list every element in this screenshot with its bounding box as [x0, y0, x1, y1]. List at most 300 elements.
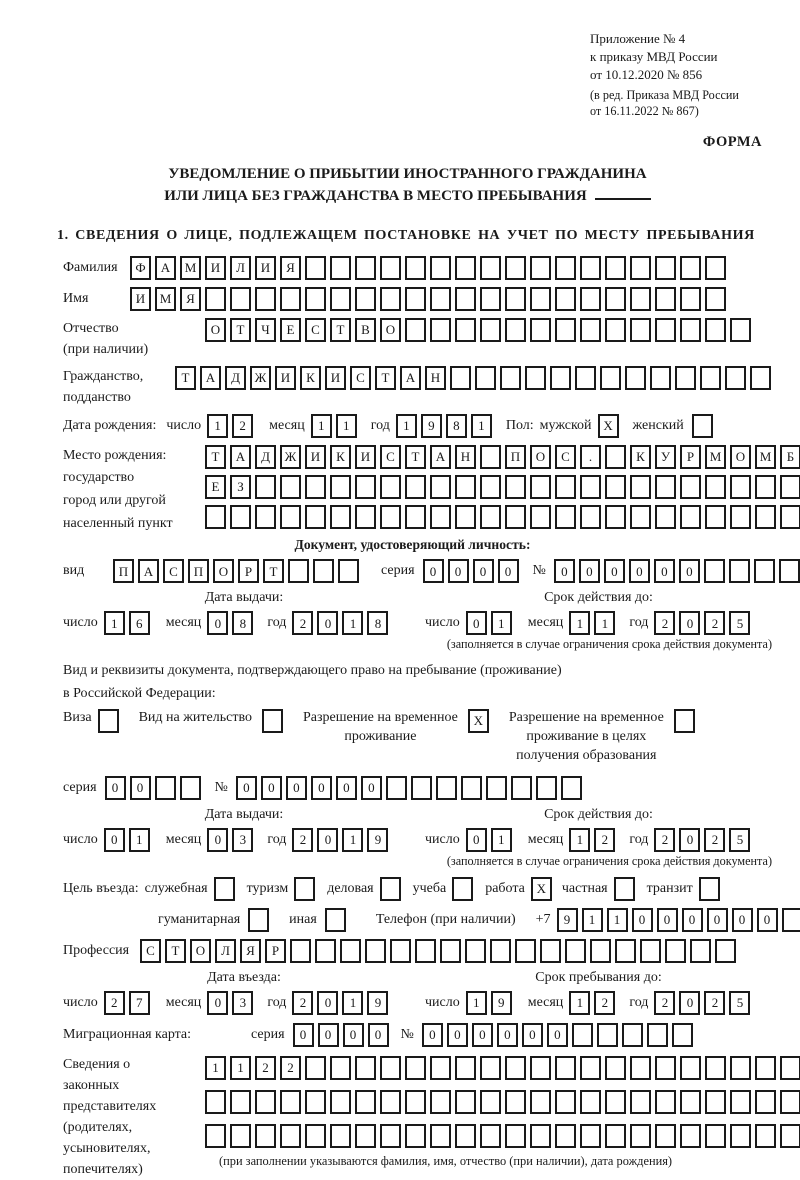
purpose-humanitarian-checkbox[interactable] [248, 908, 273, 932]
char-cell[interactable]: 9 [421, 414, 442, 438]
char-cell[interactable]: 0 [448, 559, 469, 583]
char-cell[interactable] [561, 776, 582, 800]
char-cell[interactable] [465, 939, 486, 963]
char-cell[interactable]: 1 [491, 828, 512, 852]
char-cell[interactable]: 2 [704, 828, 725, 852]
char-cell[interactable]: 0 [317, 991, 338, 1015]
char-cell[interactable] [480, 445, 501, 469]
char-cell[interactable] [515, 939, 536, 963]
char-cell[interactable]: 1 [471, 414, 492, 438]
char-cell[interactable] [440, 939, 461, 963]
char-cell[interactable] [305, 475, 326, 499]
char-cell[interactable]: П [505, 445, 526, 469]
char-cell[interactable]: 0 [579, 559, 600, 583]
char-cell[interactable] [680, 1056, 701, 1080]
char-cell[interactable]: А [400, 366, 421, 390]
char-cell[interactable] [205, 287, 226, 311]
char-cell[interactable] [605, 287, 626, 311]
char-cell[interactable]: 0 [261, 776, 282, 800]
stay-day-input[interactable] [466, 991, 516, 1015]
char-cell[interactable] [755, 475, 776, 499]
char-cell[interactable]: Т [165, 939, 186, 963]
char-cell[interactable]: О [530, 445, 551, 469]
char-cell[interactable] [486, 776, 507, 800]
char-cell[interactable] [490, 939, 511, 963]
char-cell[interactable]: 1 [396, 414, 417, 438]
char-cell[interactable]: Д [225, 366, 246, 390]
char-cell[interactable]: 1 [582, 908, 603, 932]
char-cell[interactable] [505, 318, 526, 342]
char-cell[interactable]: С [380, 445, 401, 469]
char-cell[interactable] [325, 908, 346, 932]
char-cell[interactable] [430, 475, 451, 499]
char-cell[interactable] [480, 256, 501, 280]
char-cell[interactable]: Т [205, 445, 226, 469]
char-cell[interactable] [605, 1056, 626, 1080]
char-cell[interactable] [365, 939, 386, 963]
char-cell[interactable]: 0 [657, 908, 678, 932]
char-cell[interactable] [779, 559, 800, 583]
char-cell[interactable] [555, 1056, 576, 1080]
char-cell[interactable] [622, 1023, 643, 1047]
surname-input[interactable] [130, 256, 730, 280]
char-cell[interactable]: 2 [292, 991, 313, 1015]
char-cell[interactable]: Т [375, 366, 396, 390]
char-cell[interactable]: 8 [367, 611, 388, 635]
char-cell[interactable] [505, 505, 526, 529]
visa-checkbox[interactable] [98, 709, 123, 733]
char-cell[interactable] [380, 505, 401, 529]
char-cell[interactable]: 0 [522, 1023, 543, 1047]
birth-place-line3[interactable] [205, 505, 800, 529]
char-cell[interactable]: Н [455, 445, 476, 469]
char-cell[interactable] [355, 256, 376, 280]
char-cell[interactable] [288, 559, 309, 583]
char-cell[interactable] [305, 1056, 326, 1080]
char-cell[interactable] [647, 1023, 668, 1047]
char-cell[interactable]: А [430, 445, 451, 469]
char-cell[interactable] [780, 1056, 800, 1080]
char-cell[interactable] [530, 287, 551, 311]
profession-input[interactable] [140, 939, 740, 963]
char-cell[interactable]: 0 [343, 1023, 364, 1047]
char-cell[interactable] [355, 505, 376, 529]
char-cell[interactable] [605, 475, 626, 499]
char-cell[interactable]: 0 [466, 828, 487, 852]
char-cell[interactable] [780, 1124, 800, 1148]
char-cell[interactable] [555, 318, 576, 342]
char-cell[interactable]: З [230, 475, 251, 499]
char-cell[interactable] [380, 1090, 401, 1114]
char-cell[interactable] [461, 776, 482, 800]
char-cell[interactable]: 0 [311, 776, 332, 800]
char-cell[interactable]: Р [238, 559, 259, 583]
purpose-private-checkbox[interactable] [614, 877, 639, 901]
char-cell[interactable] [655, 475, 676, 499]
char-cell[interactable] [680, 318, 701, 342]
char-cell[interactable] [455, 318, 476, 342]
char-cell[interactable]: С [350, 366, 371, 390]
char-cell[interactable] [405, 505, 426, 529]
purpose-other-checkbox[interactable] [325, 908, 350, 932]
char-cell[interactable]: Р [680, 445, 701, 469]
char-cell[interactable]: Ф [130, 256, 151, 280]
edu-permit-checkbox[interactable] [674, 709, 699, 733]
char-cell[interactable]: 0 [547, 1023, 568, 1047]
char-cell[interactable] [255, 1124, 276, 1148]
char-cell[interactable] [290, 939, 311, 963]
char-cell[interactable]: 2 [104, 991, 125, 1015]
char-cell[interactable] [530, 318, 551, 342]
char-cell[interactable]: О [213, 559, 234, 583]
char-cell[interactable]: О [205, 318, 226, 342]
char-cell[interactable]: Л [230, 256, 251, 280]
char-cell[interactable]: 1 [342, 611, 363, 635]
char-cell[interactable] [605, 256, 626, 280]
res-issue-month-input[interactable] [207, 828, 257, 852]
char-cell[interactable] [630, 1090, 651, 1114]
char-cell[interactable] [605, 445, 626, 469]
char-cell[interactable] [572, 1023, 593, 1047]
char-cell[interactable] [705, 475, 726, 499]
char-cell[interactable]: 0 [679, 611, 700, 635]
char-cell[interactable] [505, 256, 526, 280]
purpose-tourism-checkbox[interactable] [294, 877, 319, 901]
char-cell[interactable] [565, 939, 586, 963]
char-cell[interactable] [580, 287, 601, 311]
char-cell[interactable]: 5 [729, 991, 750, 1015]
purpose-official-checkbox[interactable] [214, 877, 239, 901]
char-cell[interactable] [450, 366, 471, 390]
char-cell[interactable] [355, 1090, 376, 1114]
char-cell[interactable]: 0 [293, 1023, 314, 1047]
char-cell[interactable]: Е [280, 318, 301, 342]
char-cell[interactable] [330, 256, 351, 280]
char-cell[interactable] [480, 287, 501, 311]
char-cell[interactable]: 0 [368, 1023, 389, 1047]
char-cell[interactable]: 9 [557, 908, 578, 932]
char-cell[interactable] [597, 1023, 618, 1047]
char-cell[interactable] [630, 256, 651, 280]
char-cell[interactable] [262, 709, 283, 733]
birth-month-input[interactable] [311, 414, 361, 438]
char-cell[interactable] [630, 1056, 651, 1080]
char-cell[interactable] [705, 1124, 726, 1148]
char-cell[interactable] [305, 505, 326, 529]
char-cell[interactable] [205, 1124, 226, 1148]
char-cell[interactable] [155, 776, 176, 800]
char-cell[interactable]: Л [215, 939, 236, 963]
char-cell[interactable]: 1 [129, 828, 150, 852]
char-cell[interactable]: X [468, 709, 489, 733]
char-cell[interactable]: 1 [342, 991, 363, 1015]
char-cell[interactable] [655, 256, 676, 280]
char-cell[interactable] [540, 939, 561, 963]
doc-issue-year-input[interactable] [292, 611, 392, 635]
char-cell[interactable]: М [755, 445, 776, 469]
char-cell[interactable] [455, 1090, 476, 1114]
char-cell[interactable] [672, 1023, 693, 1047]
char-cell[interactable] [755, 1090, 776, 1114]
char-cell[interactable]: 2 [255, 1056, 276, 1080]
char-cell[interactable]: 0 [632, 908, 653, 932]
char-cell[interactable]: 0 [336, 776, 357, 800]
char-cell[interactable] [380, 1056, 401, 1080]
char-cell[interactable] [705, 505, 726, 529]
char-cell[interactable] [699, 877, 720, 901]
char-cell[interactable]: И [275, 366, 296, 390]
char-cell[interactable]: . [580, 445, 601, 469]
char-cell[interactable] [630, 475, 651, 499]
char-cell[interactable]: Я [240, 939, 261, 963]
char-cell[interactable] [555, 287, 576, 311]
char-cell[interactable]: С [305, 318, 326, 342]
char-cell[interactable]: 0 [236, 776, 257, 800]
char-cell[interactable] [475, 366, 496, 390]
migration-series-input[interactable] [293, 1023, 393, 1047]
char-cell[interactable]: 0 [286, 776, 307, 800]
char-cell[interactable] [430, 1124, 451, 1148]
char-cell[interactable] [730, 1056, 751, 1080]
char-cell[interactable] [782, 908, 800, 932]
char-cell[interactable] [530, 256, 551, 280]
char-cell[interactable] [248, 908, 269, 932]
char-cell[interactable] [555, 1090, 576, 1114]
char-cell[interactable] [590, 939, 611, 963]
char-cell[interactable] [480, 1090, 501, 1114]
res-valid-year-input[interactable] [654, 828, 754, 852]
char-cell[interactable] [305, 287, 326, 311]
char-cell[interactable] [430, 287, 451, 311]
res-valid-month-input[interactable] [569, 828, 619, 852]
char-cell[interactable] [505, 1056, 526, 1080]
char-cell[interactable] [780, 1090, 800, 1114]
char-cell[interactable]: А [155, 256, 176, 280]
char-cell[interactable] [755, 505, 776, 529]
char-cell[interactable] [704, 559, 725, 583]
doc-type-input[interactable] [113, 559, 363, 583]
char-cell[interactable]: 3 [232, 991, 253, 1015]
char-cell[interactable] [530, 505, 551, 529]
char-cell[interactable]: 0 [130, 776, 151, 800]
char-cell[interactable] [605, 318, 626, 342]
char-cell[interactable]: 2 [654, 991, 675, 1015]
char-cell[interactable]: 0 [473, 559, 494, 583]
char-cell[interactable] [98, 709, 119, 733]
char-cell[interactable] [750, 366, 771, 390]
char-cell[interactable] [380, 287, 401, 311]
char-cell[interactable] [380, 256, 401, 280]
char-cell[interactable]: 8 [232, 611, 253, 635]
male-checkbox[interactable] [598, 414, 623, 438]
char-cell[interactable] [280, 505, 301, 529]
char-cell[interactable] [605, 1124, 626, 1148]
char-cell[interactable] [625, 366, 646, 390]
char-cell[interactable] [390, 939, 411, 963]
char-cell[interactable] [580, 475, 601, 499]
char-cell[interactable]: Я [180, 287, 201, 311]
char-cell[interactable] [614, 877, 635, 901]
char-cell[interactable] [555, 505, 576, 529]
char-cell[interactable]: 0 [422, 1023, 443, 1047]
char-cell[interactable] [680, 287, 701, 311]
char-cell[interactable] [313, 559, 334, 583]
char-cell[interactable]: 7 [129, 991, 150, 1015]
char-cell[interactable] [729, 559, 750, 583]
char-cell[interactable]: X [598, 414, 619, 438]
char-cell[interactable] [650, 366, 671, 390]
char-cell[interactable] [405, 475, 426, 499]
char-cell[interactable] [555, 256, 576, 280]
char-cell[interactable] [690, 939, 711, 963]
char-cell[interactable] [680, 256, 701, 280]
char-cell[interactable] [415, 939, 436, 963]
res-issue-day-input[interactable] [104, 828, 154, 852]
char-cell[interactable]: 2 [704, 991, 725, 1015]
char-cell[interactable] [655, 1124, 676, 1148]
char-cell[interactable] [405, 318, 426, 342]
char-cell[interactable]: И [255, 256, 276, 280]
char-cell[interactable] [655, 287, 676, 311]
char-cell[interactable] [705, 318, 726, 342]
char-cell[interactable] [530, 1056, 551, 1080]
char-cell[interactable]: О [730, 445, 751, 469]
char-cell[interactable] [338, 559, 359, 583]
char-cell[interactable]: И [305, 445, 326, 469]
char-cell[interactable] [730, 318, 751, 342]
char-cell[interactable]: С [140, 939, 161, 963]
citizenship-input[interactable] [175, 366, 775, 390]
char-cell[interactable] [725, 366, 746, 390]
char-cell[interactable] [536, 776, 557, 800]
char-cell[interactable]: 0 [629, 559, 650, 583]
char-cell[interactable] [655, 505, 676, 529]
char-cell[interactable]: 0 [757, 908, 778, 932]
char-cell[interactable]: Р [265, 939, 286, 963]
doc-valid-day-input[interactable] [466, 611, 516, 635]
char-cell[interactable] [305, 1090, 326, 1114]
birth-day-input[interactable] [207, 414, 257, 438]
char-cell[interactable] [505, 1090, 526, 1114]
char-cell[interactable] [380, 1124, 401, 1148]
char-cell[interactable]: 0 [679, 828, 700, 852]
char-cell[interactable]: Т [330, 318, 351, 342]
char-cell[interactable] [730, 475, 751, 499]
char-cell[interactable] [655, 1090, 676, 1114]
char-cell[interactable]: 0 [497, 1023, 518, 1047]
char-cell[interactable] [330, 1124, 351, 1148]
char-cell[interactable] [430, 1056, 451, 1080]
char-cell[interactable] [405, 256, 426, 280]
char-cell[interactable] [630, 287, 651, 311]
patronymic-input[interactable] [205, 318, 755, 342]
entry-year-input[interactable] [292, 991, 392, 1015]
char-cell[interactable]: Ж [250, 366, 271, 390]
doc-valid-month-input[interactable] [569, 611, 619, 635]
char-cell[interactable]: 1 [491, 611, 512, 635]
char-cell[interactable]: 1 [569, 611, 590, 635]
char-cell[interactable] [280, 1124, 301, 1148]
char-cell[interactable] [255, 505, 276, 529]
char-cell[interactable]: 0 [654, 559, 675, 583]
char-cell[interactable]: М [705, 445, 726, 469]
char-cell[interactable] [205, 1090, 226, 1114]
doc-series-input[interactable] [423, 559, 523, 583]
char-cell[interactable] [455, 505, 476, 529]
char-cell[interactable] [630, 505, 651, 529]
char-cell[interactable]: Т [405, 445, 426, 469]
residence-number-input[interactable] [236, 776, 586, 800]
char-cell[interactable] [730, 1090, 751, 1114]
char-cell[interactable] [630, 318, 651, 342]
char-cell[interactable]: 0 [207, 611, 228, 635]
char-cell[interactable] [675, 366, 696, 390]
char-cell[interactable]: 0 [554, 559, 575, 583]
char-cell[interactable]: 1 [466, 991, 487, 1015]
char-cell[interactable] [580, 318, 601, 342]
char-cell[interactable]: О [380, 318, 401, 342]
char-cell[interactable]: П [188, 559, 209, 583]
residence-series-input[interactable] [105, 776, 205, 800]
char-cell[interactable] [655, 318, 676, 342]
char-cell[interactable]: К [330, 445, 351, 469]
char-cell[interactable] [680, 475, 701, 499]
char-cell[interactable]: 1 [342, 828, 363, 852]
char-cell[interactable]: И [355, 445, 376, 469]
char-cell[interactable] [480, 1124, 501, 1148]
female-checkbox[interactable] [692, 414, 717, 438]
char-cell[interactable] [255, 1090, 276, 1114]
char-cell[interactable]: 2 [594, 828, 615, 852]
residence-permit-checkbox[interactable] [262, 709, 287, 733]
char-cell[interactable]: К [630, 445, 651, 469]
char-cell[interactable]: О [190, 939, 211, 963]
char-cell[interactable] [430, 256, 451, 280]
char-cell[interactable] [511, 776, 532, 800]
purpose-transit-checkbox[interactable] [699, 877, 724, 901]
char-cell[interactable]: Т [230, 318, 251, 342]
char-cell[interactable] [214, 877, 235, 901]
entry-month-input[interactable] [207, 991, 257, 1015]
char-cell[interactable] [530, 1124, 551, 1148]
char-cell[interactable]: Т [263, 559, 284, 583]
char-cell[interactable] [505, 1124, 526, 1148]
char-cell[interactable] [680, 505, 701, 529]
char-cell[interactable] [480, 1056, 501, 1080]
char-cell[interactable] [580, 1090, 601, 1114]
char-cell[interactable] [455, 1124, 476, 1148]
birth-place-line1[interactable] [205, 445, 800, 469]
char-cell[interactable]: 1 [207, 414, 228, 438]
char-cell[interactable] [705, 256, 726, 280]
char-cell[interactable] [755, 1124, 776, 1148]
representatives-line3[interactable] [205, 1124, 800, 1148]
char-cell[interactable] [355, 1124, 376, 1148]
char-cell[interactable] [680, 1090, 701, 1114]
char-cell[interactable]: 1 [594, 611, 615, 635]
char-cell[interactable] [575, 366, 596, 390]
doc-issue-day-input[interactable] [104, 611, 154, 635]
char-cell[interactable]: 9 [491, 991, 512, 1015]
doc-valid-year-input[interactable] [654, 611, 754, 635]
char-cell[interactable]: 0 [472, 1023, 493, 1047]
char-cell[interactable] [705, 1056, 726, 1080]
char-cell[interactable] [355, 475, 376, 499]
char-cell[interactable]: 5 [729, 611, 750, 635]
birth-place-line2[interactable] [205, 475, 800, 499]
char-cell[interactable]: 2 [654, 828, 675, 852]
char-cell[interactable]: 0 [498, 559, 519, 583]
